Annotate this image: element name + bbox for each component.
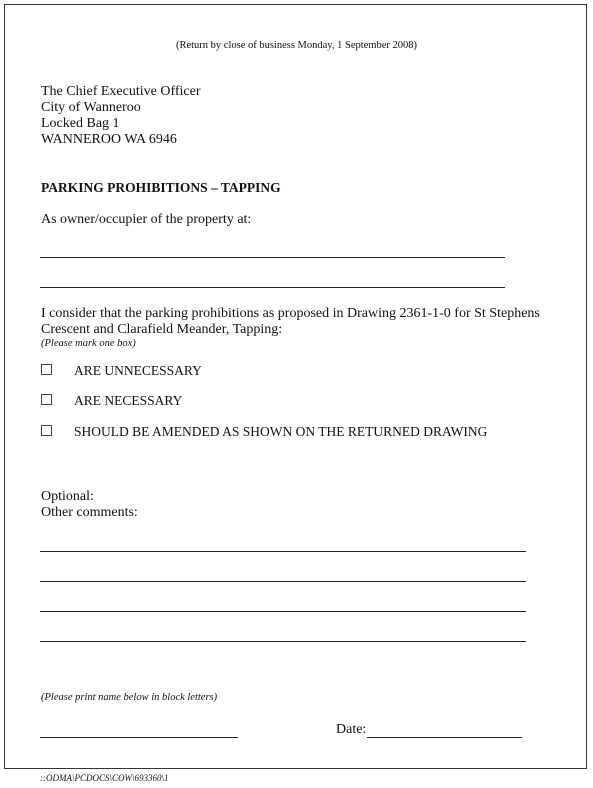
form-title: PARKING PROHIBITIONS – TAPPING: [41, 180, 281, 195]
comments-line-3[interactable]: [40, 611, 526, 612]
date-label: Date:: [336, 722, 367, 737]
mark-note: (Please mark one box): [41, 338, 136, 349]
comments-label: Other comments:: [41, 505, 138, 520]
checkbox-amended[interactable]: [41, 425, 52, 436]
recipient-title: The Chief Executive Officer: [41, 84, 201, 99]
property-line-1[interactable]: [40, 257, 505, 258]
checkbox-unnecessary[interactable]: [41, 364, 52, 375]
recipient-mail-bag: Locked Bag 1: [41, 116, 120, 131]
option-necessary-label: ARE NECESSARY: [74, 393, 183, 408]
consider-text-line-1: I consider that the parking prohibitions as proposed in Drawing 2361-1-0 for St Stephens: [41, 306, 540, 321]
consider-text-line-2: Crescent and Clarafield Meander, Tapping:: [41, 322, 283, 337]
checkbox-necessary[interactable]: [41, 394, 52, 405]
recipient-suburb: WANNEROO WA 6946: [41, 132, 177, 147]
recipient-organisation: City of Wanneroo: [41, 100, 141, 115]
comments-line-4[interactable]: [40, 641, 526, 642]
date-line[interactable]: [367, 737, 522, 738]
option-amended-label: SHOULD BE AMENDED AS SHOWN ON THE RETURNED DRAWING: [74, 424, 488, 439]
name-line[interactable]: [40, 737, 238, 738]
property-line-2[interactable]: [40, 287, 505, 288]
document-reference: ::ODMA\PCDOCS\COW\693360\1: [40, 773, 169, 783]
print-name-note: (Please print name below in block letters): [41, 692, 218, 703]
owner-label: As owner/occupier of the property at:: [41, 212, 252, 227]
option-unnecessary-label: ARE UNNECESSARY: [74, 363, 202, 378]
return-note: (Return by close of business Monday, 1 September 2008): [175, 40, 418, 51]
comments-line-2[interactable]: [40, 581, 526, 582]
optional-label: Optional:: [41, 489, 94, 504]
comments-line-1[interactable]: [40, 551, 526, 552]
